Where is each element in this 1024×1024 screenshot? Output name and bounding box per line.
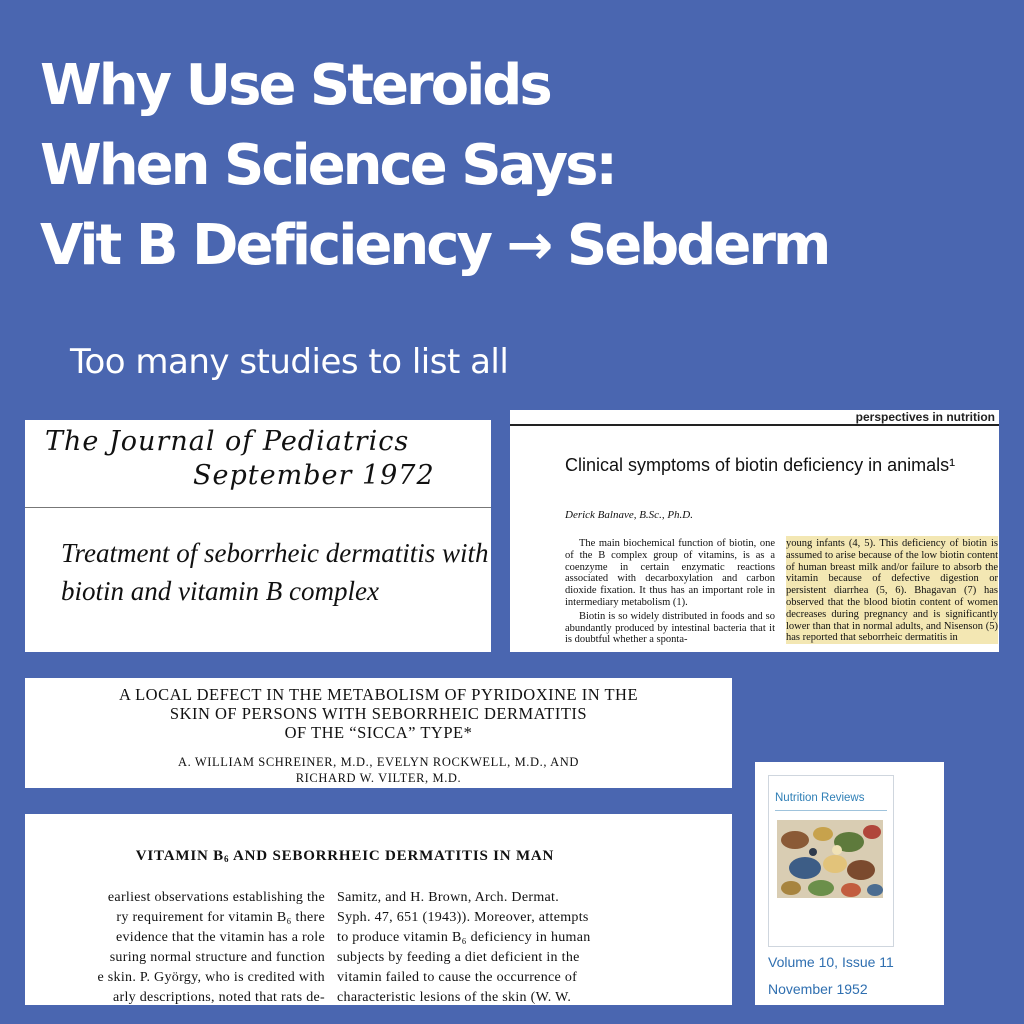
- text-line: evidence that the vitamin has a role: [115, 930, 325, 945]
- text-line: Samitz, and H. Brown, Arch. Dermat.: [337, 890, 560, 905]
- divider: [775, 810, 887, 811]
- issue-date-link[interactable]: November 1952: [768, 981, 868, 997]
- highlighted-column-right: [786, 536, 998, 644]
- journal-cover: [768, 775, 894, 947]
- article-title: [25, 848, 665, 865]
- cover-title: Nutrition Reviews: [775, 792, 865, 804]
- text-line: characteristic lesions of the skin (W. W.: [337, 990, 572, 1005]
- headline: [40, 46, 1000, 286]
- text-line: ry requirement for vitamin B₆ there: [116, 910, 325, 925]
- title-subscript: 6: [223, 854, 230, 864]
- title-line: SKIN OF PERSONS WITH SEBORRHEIC DERMATITIS: [169, 704, 588, 723]
- text-line: Syph. 47, 651 (1943)). Moreover, attempts: [337, 910, 589, 925]
- paragraph: The main biochemical function of biotin, one of the B complex group of vitamins, is as a coenzyme in certain enzymatic reactions associated with decarboxylation and carbon dioxide fixation. It thus has an important role in intermediary metabolism (1).: [565, 538, 775, 608]
- title-line: OF THE “SICCA” TYPE*: [284, 723, 473, 742]
- highlighted-paragraph: young infants (4, 5). This deficiency of biotin is assumed to arise because of the low biotin content of human breast milk and/or failure to absorb the vitamin because of defective digestion or persistent diarrhea (5, 6). Bhagavan (7) has observed that the blood biotin content of women decreases during pregnancy and is significantly lower than that in normal adults, and Nisenson (5) has reported that seborrheic dermatitis in: [786, 538, 998, 644]
- body-column-left: [565, 538, 775, 646]
- divider: [25, 507, 491, 508]
- authors-line: A. WILLIAM SCHREINER, M.D., EVELYN ROCKWELL, M.D., AND: [177, 755, 580, 769]
- headline-line-2: When Science Says:: [40, 133, 615, 198]
- divider: [510, 424, 999, 426]
- text-line: to produce vitamin B₆ deficiency in human: [337, 930, 591, 945]
- text-line: suring normal structure and function: [109, 950, 325, 965]
- food-illustration-icon: [777, 820, 883, 898]
- vitamin-b6-article-clip: [25, 814, 732, 1005]
- body-column-left: [33, 888, 325, 1005]
- article-title: [25, 685, 732, 742]
- pediatrics-article-clip: [25, 420, 491, 652]
- text-line: subjects by feeding a diet deficient in the: [337, 950, 580, 965]
- body-column-right: [337, 888, 667, 1005]
- title-line: A LOCAL DEFECT IN THE METABOLISM OF PYRIDOXINE IN THE: [118, 685, 639, 704]
- authors-line: RICHARD W. VILTER, M.D.: [295, 771, 462, 785]
- journal-name: The Journal of Pediatrics: [45, 426, 410, 457]
- headline-line-1: Why Use Steroids: [40, 53, 550, 118]
- section-heading: perspectives in nutrition: [855, 410, 995, 424]
- paragraph: Biotin is so widely distributed in foods and so abundantly produced by intestinal bacteria that it is doubtful whether a sponta-: [565, 610, 775, 646]
- nutrition-reviews-clip: [755, 762, 944, 1005]
- subtitle: Too many studies to list all: [70, 342, 509, 382]
- article-authors: [25, 754, 732, 786]
- journal-issue: September 1972: [193, 460, 435, 491]
- text-line: earliest observations establishing the: [107, 890, 325, 905]
- biotin-article-clip: [510, 410, 999, 652]
- article-author: Derick Balnave, B.Sc., Ph.D.: [565, 509, 693, 521]
- article-title: Treatment of seborrheic dermatitis with biotin and vitamin B complex: [61, 538, 489, 606]
- title-part: VITAMIN B: [135, 848, 224, 864]
- issue-volume-link[interactable]: Volume 10, Issue 11: [768, 954, 894, 970]
- title-part: AND SEBORRHEIC DERMATITIS IN MAN: [229, 848, 555, 864]
- text-line: vitamin failed to cause the occurrence of: [337, 970, 578, 985]
- headline-line-3: Vit B Deficiency → Sebderm: [40, 213, 829, 278]
- text-line: arly descriptions, noted that rats de-: [112, 990, 325, 1005]
- article-title: Clinical symptoms of biotin deficiency in animals¹: [565, 455, 956, 475]
- pyridoxine-article-clip: [25, 678, 732, 788]
- text-line: e skin. P. György, who is credited with: [97, 970, 325, 985]
